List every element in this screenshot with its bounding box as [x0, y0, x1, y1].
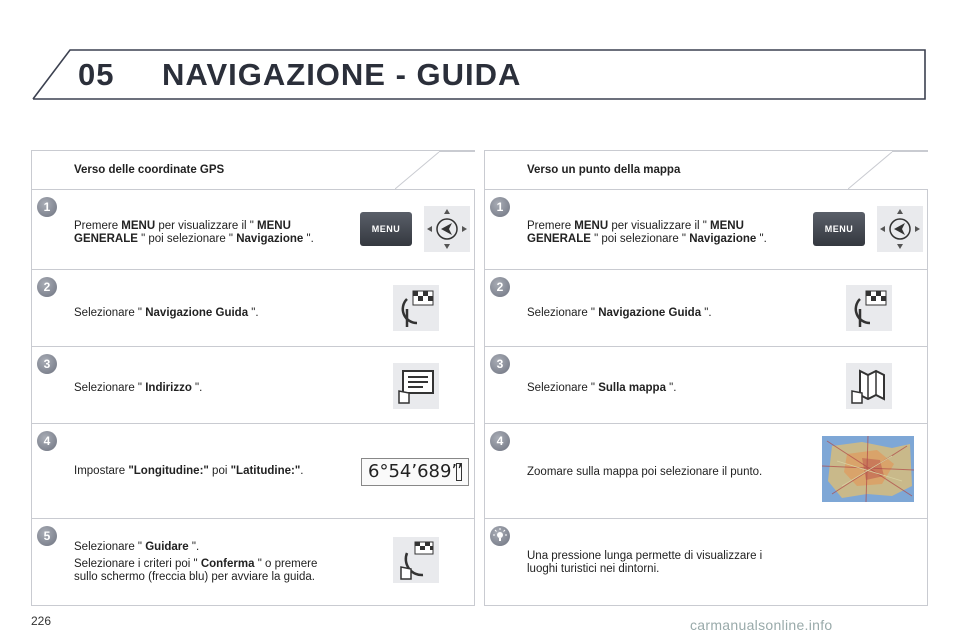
coordinate-display	[361, 458, 469, 486]
right-section-title: Verso un punto della mappa	[527, 164, 681, 176]
left-step-5	[32, 519, 474, 605]
menu-button-icon: MENU	[813, 212, 865, 246]
page-number: 226	[31, 614, 52, 628]
step-text: Selezionare " Navigazione Guida ".	[74, 307, 259, 319]
chapter-number: 05	[78, 57, 115, 92]
step-number-badge: 1	[37, 197, 57, 217]
left-step-2	[32, 270, 474, 347]
map-select-icon	[846, 363, 892, 409]
header-diagonal	[395, 151, 475, 190]
left-column	[31, 150, 475, 606]
step-text: Impostare "Longitudine:" poi "Latitudine:".	[74, 465, 304, 477]
step-number-badge: 3	[490, 354, 510, 374]
step-text: Selezionare " Navigazione Guida ".	[527, 307, 712, 319]
left-section-title: Verso delle coordinate GPS	[74, 164, 225, 176]
left-step-4	[32, 424, 474, 519]
step-number-badge: 5	[37, 526, 57, 546]
right-column	[484, 150, 928, 606]
right-steps	[484, 189, 928, 606]
step-text: Selezionare " Sulla mappa ".	[527, 382, 677, 394]
left-step-3	[32, 347, 474, 424]
navigation-joystick-icon	[877, 206, 923, 252]
right-step-3	[485, 347, 927, 424]
left-section-header	[31, 150, 475, 189]
step-text: Selezionare " Indirizzo ".	[74, 382, 203, 394]
flag-guidance-icon	[393, 285, 439, 331]
tip-text: Una pressione lunga permette di visualizzare i luoghi turistici nei dintorni.	[527, 550, 763, 575]
start-guidance-icon	[393, 537, 439, 583]
step-number-badge: 2	[490, 277, 510, 297]
tip-lightbulb-icon	[490, 526, 510, 546]
step-number-badge: 2	[37, 277, 57, 297]
navigation-joystick-icon	[424, 206, 470, 252]
map-thumbnail-image	[822, 436, 914, 507]
step-text: Premere MENU per visualizzare il " MENU GENERALE " poi selezionare " Navigazione ".	[74, 220, 314, 245]
step-text-continued: Selezionare i criteri poi " Conferma " o premere sullo schermo (freccia blu) per avviare la guida.	[74, 558, 318, 583]
step-number-badge: 1	[490, 197, 510, 217]
step-text: Selezionare " Guidare ".	[74, 541, 200, 553]
chapter-header	[30, 47, 928, 102]
right-section-header	[484, 150, 928, 189]
page-title: NAVIGAZIONE - GUIDA	[162, 57, 522, 92]
cursor-bar-icon	[456, 463, 462, 481]
menu-button-icon: MENU	[360, 212, 412, 246]
flag-guidance-icon	[846, 285, 892, 331]
coordinate-value: 6°54’689’’	[368, 461, 463, 482]
step-number-badge: 3	[37, 354, 57, 374]
right-step-1	[485, 190, 927, 270]
watermark: carmanualsonline.info	[690, 617, 833, 633]
left-step-1	[32, 190, 474, 270]
right-step-4	[485, 424, 927, 519]
header-diagonal	[848, 151, 928, 190]
left-steps	[31, 189, 475, 606]
step-number-badge: 4	[490, 431, 510, 451]
right-step-2	[485, 270, 927, 347]
address-keyboard-icon	[393, 363, 439, 409]
right-tip	[485, 519, 927, 605]
step-text: Premere MENU per visualizzare il " MENU GENERALE " poi selezionare " Navigazione ".	[527, 220, 767, 245]
step-text: Zoomare sulla mappa poi selezionare il punto.	[527, 466, 763, 478]
step-number-badge: 4	[37, 431, 57, 451]
